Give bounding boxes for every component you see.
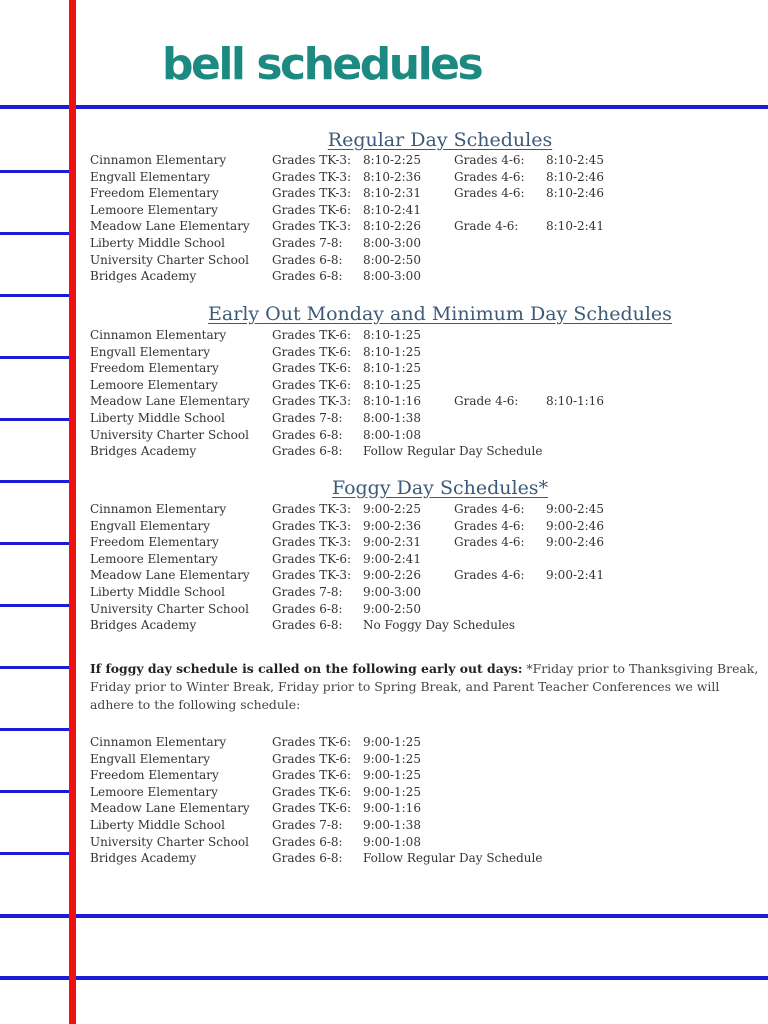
school-name: Bridges Academy [90,851,197,866]
grade-range: Grades TK-3: [272,535,352,550]
bell-time: 8:10-2:31 [363,186,421,201]
grade-range: Grades 4-6: [454,153,525,167]
grade-range: Grades TK-6: [272,344,352,359]
red-margin-line [69,0,76,1024]
bell-time: 8:10-1:16 [546,394,604,409]
grade-range: Grades TK-3: [272,394,352,409]
grade-range: Grades 7-8: [272,584,343,599]
grade-range: Grades TK-3: [272,153,352,167]
bell-time: 8:10-2:46 [546,169,604,184]
bell-time: 9:00-2:41 [546,568,604,583]
notebook-rule-line [0,852,72,855]
bell-time: 8:00-2:50 [363,252,421,267]
bell-time: 8:10-1:25 [363,361,421,376]
bell-time: 9:00-2:26 [363,568,421,583]
school-name: Meadow Lane Elementary [90,801,250,816]
notebook-rule-line [0,356,72,359]
bell-time: 8:10-2:26 [363,219,421,234]
bell-time: 8:00-3:00 [363,235,421,250]
grade-range: Grade 4-6: [454,394,519,409]
school-name: University Charter School [90,834,249,849]
grade-range: Grades TK-3: [272,568,352,583]
bell-time: 8:10-1:25 [363,328,421,342]
bell-time: 9:00-2:46 [546,518,604,533]
school-name: Freedom Elementary [90,768,219,783]
bell-time: 9:00-1:25 [363,768,421,783]
bell-time: 8:00-1:08 [363,427,421,442]
grade-range: Grades 4-6: [454,535,525,550]
notebook-rule-line [0,604,72,607]
notebook-rule-line [0,914,768,918]
grade-range: Grades TK-3: [272,518,352,533]
bell-time: 8:10-2:46 [546,186,604,201]
school-name: Meadow Lane Elementary [90,394,250,409]
grade-range: Grades 4-6: [454,502,525,516]
bell-time: 9:00-2:31 [363,535,421,550]
bell-time: 8:10-1:16 [363,394,421,409]
bell-time: 9:00-3:00 [363,584,421,599]
school-name: Cinnamon Elementary [90,735,227,749]
bell-time: 8:10-1:25 [363,377,421,392]
grade-range: Grades 7-8: [272,235,343,250]
grade-range: Grades 7-8: [272,817,343,832]
grade-range: Grades TK-6: [272,377,352,392]
bell-time: 8:00-3:00 [363,269,421,284]
notebook-rule-line [0,542,72,545]
grade-range: Grades TK-3: [272,169,352,184]
school-name: Bridges Academy [90,444,197,459]
school-name: Cinnamon Elementary [90,328,227,342]
note-body: *Friday prior to Thanksgiving Break, Friday prior to Winter Break, Friday prior to Spring Break, and Parent Teacher Conferences we will adhere to the following schedule: [90,661,759,712]
grade-range: Grades 4-6: [454,568,525,583]
page-title: bell schedules [162,39,482,90]
notebook-rule-line [0,294,72,297]
notebook-rule-line [0,666,72,669]
school-name: Liberty Middle School [90,584,225,599]
bell-time: Follow Regular Day Schedule [363,851,543,866]
notebook-rule-line [0,976,768,980]
school-name: University Charter School [90,427,249,442]
school-name: Cinnamon Elementary [90,502,227,516]
notebook-rule-line [0,170,72,173]
bell-time: 9:00-2:50 [363,601,421,616]
grade-range: Grades TK-6: [272,202,352,217]
school-name: Cinnamon Elementary [90,153,227,167]
regular-day-heading: Regular Day Schedules [327,129,553,151]
grade-range: Grades 6-8: [272,269,343,284]
bell-time: 9:00-1:16 [363,801,421,816]
notebook-rule-line [0,105,768,109]
school-name: University Charter School [90,601,249,616]
notebook-rule-line [0,790,72,793]
school-name: University Charter School [90,252,249,267]
grade-range: Grades TK-6: [272,361,352,376]
grade-range: Grades TK-6: [272,751,352,766]
grade-range: Grades 6-8: [272,851,343,866]
notebook-rule-line [0,232,72,235]
bell-time: 9:00-2:36 [363,518,421,533]
notebook-rule-line [0,418,72,421]
school-name: Bridges Academy [90,618,197,633]
bell-time: 9:00-1:25 [363,735,421,749]
grade-range: Grades 7-8: [272,410,343,425]
notebook-rule-line [0,728,72,731]
bell-time: 9:00-1:25 [363,784,421,799]
school-name: Lemoore Elementary [90,551,218,566]
school-name: Freedom Elementary [90,186,219,201]
bell-time: 9:00-1:08 [363,834,421,849]
grade-range: Grades TK-6: [272,328,352,342]
bell-time: 8:10-1:25 [363,344,421,359]
bell-time: 9:00-1:25 [363,751,421,766]
school-name: Engvall Elementary [90,344,210,359]
bell-time: 9:00-2:45 [546,502,604,516]
grade-range: Grades 4-6: [454,169,525,184]
school-name: Engvall Elementary [90,751,210,766]
early-out-heading: Early Out Monday and Minimum Day Schedules [208,303,672,325]
bell-time: 8:10-2:41 [363,202,421,217]
grade-range: Grades 4-6: [454,518,525,533]
bell-time: 9:00-2:41 [363,551,421,566]
school-name: Engvall Elementary [90,518,210,533]
bell-time: 9:00-2:25 [363,502,421,516]
school-name: Freedom Elementary [90,535,219,550]
school-name: Meadow Lane Elementary [90,219,250,234]
grade-range: Grades 6-8: [272,618,343,633]
school-name: Bridges Academy [90,269,197,284]
school-name: Lemoore Elementary [90,784,218,799]
school-name: Liberty Middle School [90,817,225,832]
school-name: Liberty Middle School [90,235,225,250]
school-name: Liberty Middle School [90,410,225,425]
school-name: Lemoore Elementary [90,202,218,217]
bell-time: 8:10-2:45 [546,153,604,167]
school-name: Meadow Lane Elementary [90,568,250,583]
bell-time: 9:00-1:38 [363,817,421,832]
bell-time: 8:10-2:25 [363,153,421,167]
bell-time: 8:10-2:41 [546,219,604,234]
grade-range: Grades 6-8: [272,427,343,442]
bell-time: 9:00-2:46 [546,535,604,550]
grade-range: Grades TK-6: [272,768,352,783]
bell-time: No Foggy Day Schedules [363,618,516,633]
grade-range: Grades 6-8: [272,834,343,849]
grade-range: Grades 6-8: [272,252,343,267]
grade-range: Grades TK-6: [272,801,352,816]
grade-range: Grades TK-6: [272,551,352,566]
grade-range: Grades 6-8: [272,444,343,459]
school-name: Freedom Elementary [90,361,219,376]
bell-time: 8:00-1:38 [363,410,421,425]
grade-range: Grades TK-3: [272,186,352,201]
grade-range: Grades TK-6: [272,784,352,799]
grade-range: Grades TK-3: [272,502,352,516]
foggy-early-out-note [90,660,765,714]
grade-range: Grades 4-6: [454,186,525,201]
grade-range: Grades TK-6: [272,735,352,749]
school-name: Engvall Elementary [90,169,210,184]
grade-range: Grade 4-6: [454,219,519,234]
grade-range: Grades 6-8: [272,601,343,616]
grade-range: Grades TK-3: [272,219,352,234]
bell-time: 8:10-2:36 [363,169,421,184]
school-name: Lemoore Elementary [90,377,218,392]
foggy-day-heading: Foggy Day Schedules* [331,477,549,499]
note-bold-lead: If foggy day schedule is called on the following early out days: [90,661,523,676]
bell-time: Follow Regular Day Schedule [363,444,543,459]
